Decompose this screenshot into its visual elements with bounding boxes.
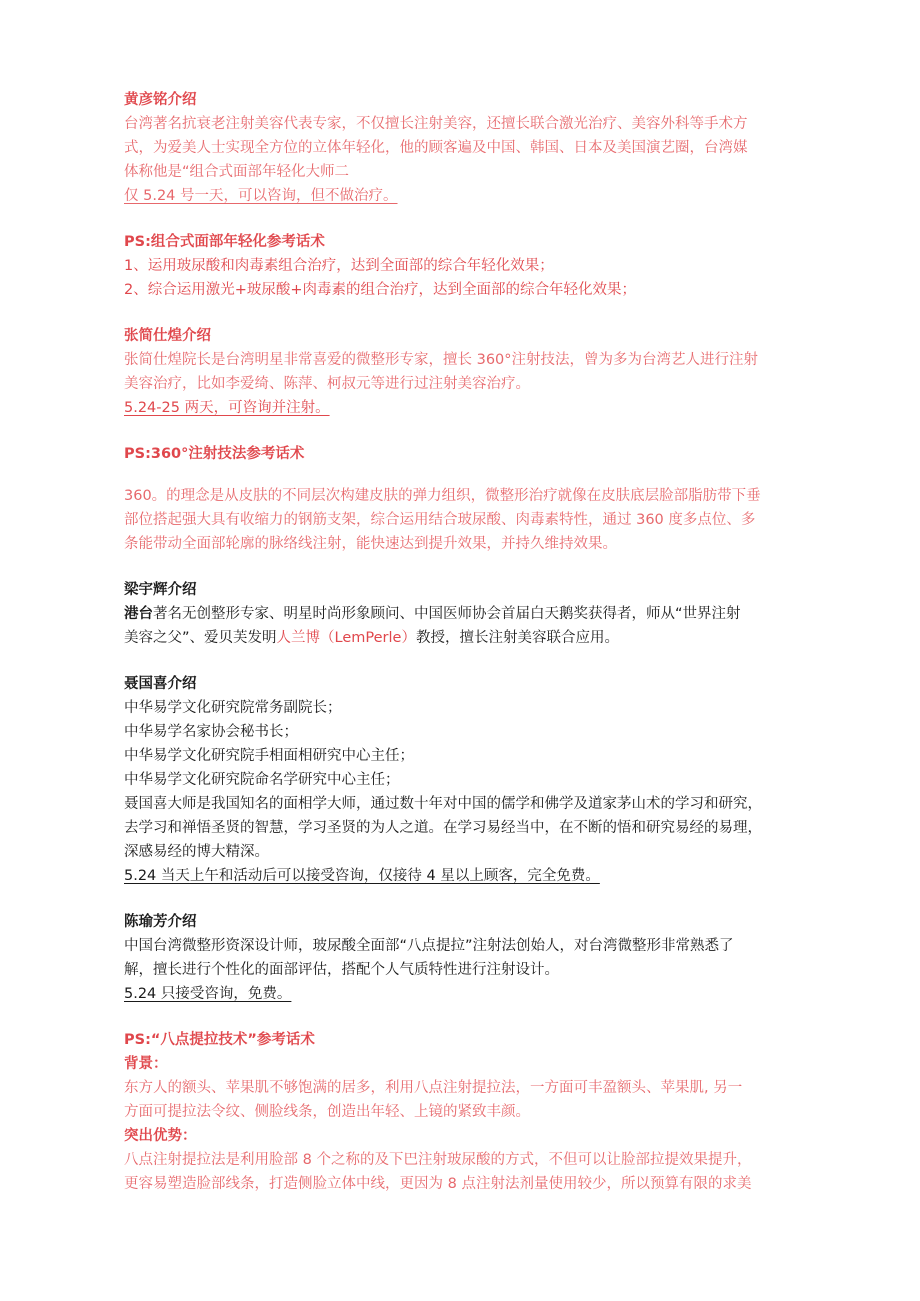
nie-line-1: 中华易学文化研究院常务副院长； [124,700,342,716]
liang-line-1 [124,602,804,626]
section-title-ps-eight: PS:“八点提拉技术”参考话术 [124,1032,315,1048]
nie-note [124,864,804,888]
section-title-ps-combo: PS:组合式面部年轻化参考话术 [124,234,325,250]
ps-360-line-3: 条能带动全面部轮廓的脉络线注射，能快速达到提升效果，并持久维持效果。 [124,536,617,552]
ps-combo-line-1: 1、运用玻尿酸和肉毒素组合治疗，达到全面部的综合年轻化效果； [124,258,554,274]
ps-eight-adv-line-1: 八点注射提拉法是利用脸部 8 个之称的及下巴注射玻尿酸的方式，不但可以让脸部拉提效果提升， [124,1152,752,1168]
nie-line-4: 中华易学文化研究院命名学研究中心主任； [124,772,400,788]
huang-note [124,184,804,208]
huang-line-3: 体称他是“组合式面部年轻化大师二 [124,164,350,180]
section-title-nie: 聂国喜介绍 [124,676,197,692]
ps-360-line-1: 360。的理念是从皮肤的不同层次构建皮肤的弹力组织，微整形治疗就像在皮肤底层脸部脂肪带下垂 [124,488,761,504]
nie-line-3: 中华易学文化研究院手相面相研究中心主任； [124,748,414,764]
zhang-line-1: 张简仕煌院长是台湾明星非常喜爱的微整形专家，擅长 360°注射技法，曾为多为台湾艺人进行注射 [124,352,759,368]
huang-line-2: 式，为爱美人士实现全方位的立体年轻化，他的顾客遍及中国、韩国、日本及美国演艺圈，台湾媒 [124,140,748,156]
ps-eight-adv-line-2: 更容易塑造脸部线条，打造侧脸立体中线，更因为 8 点注射法剂量使用较少，所以预算有限的求美 [124,1176,752,1192]
ps-eight-bg-label: 背景： [124,1056,168,1072]
section-title-ps-360: PS:360°注射技法参考话术 [124,446,305,462]
nie-line-6: 去学习和禅悟圣贤的智慧，学习圣贤的为人之道。在学习易经当中，在不断的悟和研究易经的易理， [124,820,762,836]
liang-line-2-b: 教授，擅长注射美容联合应用。 [415,630,619,646]
section-title-chen: 陈瑜芳介绍 [124,914,197,930]
nie-line-5: 聂国喜大师是我国知名的面相学大师，通过数十年对中国的儒学和佛学及道家茅山术的学习和研究， [124,796,762,812]
chen-note [124,982,804,1006]
huang-note-text: 仅 5.24 号一天，可以咨询，但不做治疗。 [124,188,398,204]
liang-line-2-a: 美容之父”、爱贝芙发明 [124,630,277,646]
section-title-huang: 黄彦铭介绍 [124,92,197,108]
huang-line-1: 台湾著名抗衰老注射美容代表专家，不仅擅长注射美容，还擅长联合激光治疗、美容外科等手术方 [124,116,748,132]
zhang-note [124,396,804,420]
liang-line-1-rest: 著名无创整形专家、明星时尚形象顾问、中国医师协会首届白天鹅奖获得者，师从“世界注射 [153,606,741,622]
section-title-zhang: 张简仕煌介绍 [124,328,211,344]
liang-line-1-bold: 港台 [124,606,153,622]
chen-line-1: 中国台湾微整形资深设计师，玻尿酸全面部“八点提拉”注射法创始人，对台湾微整形非常熟悉了 [124,938,734,954]
zhang-line-2: 美容治疗，比如李爱绮、陈萍、柯叔元等进行过注射美容治疗。 [124,376,530,392]
ps-eight-bg-line-2: 方面可提拉法令纹、侧脸线条，创造出年轻、上镜的紧致丰颜。 [124,1104,530,1120]
nie-note-text: 5.24 当天上午和活动后可以接受咨询，仅接待 4 星以上顾客，完全免费。 [124,868,600,884]
ps-eight-adv-label: 突出优势： [124,1128,197,1144]
ps-eight-bg-line-1: 东方人的额头、苹果肌不够饱满的居多，利用八点注射提拉法，一方面可丰盈额头、苹果肌, 另一 [124,1080,743,1096]
document-page [124,88,804,1196]
section-title-liang: 梁宇辉介绍 [124,582,197,598]
nie-line-7: 深感易经的博大精深。 [124,844,269,860]
zhang-note-text: 5.24-25 两天，可咨询并注射。 [124,400,330,416]
ps-combo-line-2: 2、综合运用激光+玻尿酸+肉毒素的组合治疗，达到全面部的综合年轻化效果； [124,282,637,298]
nie-line-2: 中华易学名家协会秘书长； [124,724,298,740]
chen-note-text: 5.24 只接受咨询，免费。 [124,986,292,1002]
ps-360-line-2: 部位搭起强大具有收缩力的钢筋支架，综合运用结合玻尿酸、肉毒素特性，通过 360 度多点位、多 [124,512,756,528]
liang-line-2-red: 人兰博（LemPerle） [276,630,416,646]
liang-line-2 [124,626,804,650]
chen-line-2: 解，擅长进行个性化的面部评估，搭配个人气质特性进行注射设计。 [124,962,559,978]
